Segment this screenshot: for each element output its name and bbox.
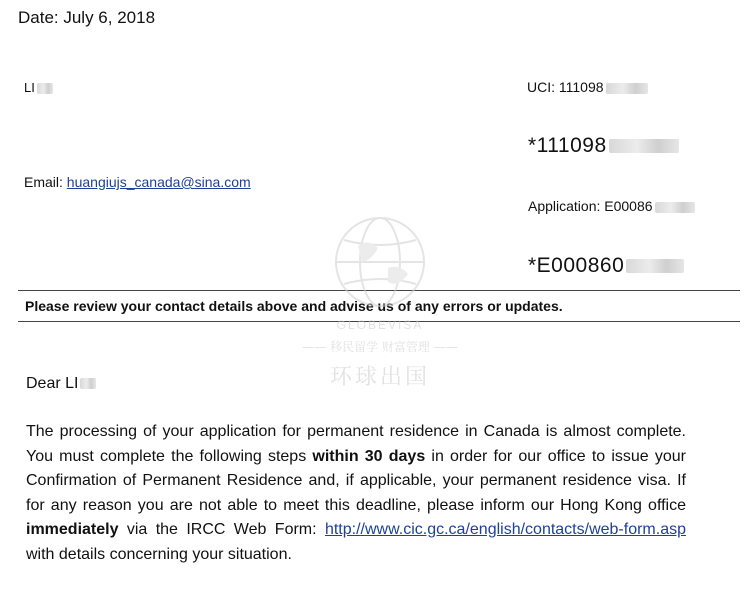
redacted-uci	[606, 83, 648, 94]
uci-star-text: *111098	[528, 134, 607, 157]
deadline-emphasis: within 30 days	[312, 447, 426, 465]
paragraph-text-3: via the IRCC Web Form:	[118, 521, 325, 538]
application-star-text: *E000860	[528, 254, 625, 277]
redacted-name	[37, 83, 53, 94]
uci-barcode-text	[528, 134, 679, 158]
salutation-text: Dear LI	[26, 375, 79, 392]
letter-paragraph	[26, 420, 686, 567]
recipient-name-text: LI	[24, 80, 35, 95]
web-form-link[interactable]: http://www.cic.gc.ca/english/contacts/web-form.asp	[324, 521, 686, 538]
immediately-emphasis: immediately	[26, 521, 119, 538]
application-number	[528, 198, 695, 214]
review-notice: Please review your contact details above and advise us of any errors or updates.	[25, 298, 563, 314]
paragraph-text-2: in order for our office to issue your Confirmation of Permanent Residence and, if applicable, your permanent residence visa. If for any reason you are not able to meet this deadline, please inform our Hong Kong office	[26, 447, 686, 514]
paragraph-text-4: with details concerning your situation.	[26, 545, 292, 563]
application-label: Application: E00086	[528, 198, 653, 214]
salutation	[26, 375, 96, 393]
redacted-application-large	[626, 259, 684, 273]
redacted-salutation-name	[80, 378, 96, 389]
application-barcode-text	[528, 254, 684, 278]
redacted-application	[655, 202, 695, 213]
watermark-tagline: —— 移民留学 财富管理 ——	[302, 340, 458, 354]
recipient-name	[24, 80, 53, 95]
watermark-brand: GLOBEVISA	[336, 318, 424, 332]
email-label: Email:	[24, 174, 67, 190]
paragraph-text-1: The processing of your application for permanent residence in Canada is almost complete. You must complete the following steps	[26, 423, 686, 465]
uci-label: UCI: 111098	[527, 79, 604, 95]
uci-number	[527, 79, 648, 95]
email-link[interactable]: huangiujs_canada@sina.com	[66, 174, 251, 190]
letter-date: Date: July 6, 2018	[18, 8, 156, 27]
globe-logo-icon	[250, 210, 510, 320]
redacted-uci-large	[609, 139, 679, 153]
globevisa-watermark	[250, 210, 510, 400]
email-row	[24, 174, 251, 190]
watermark-chinese: 环球出国	[329, 365, 430, 390]
